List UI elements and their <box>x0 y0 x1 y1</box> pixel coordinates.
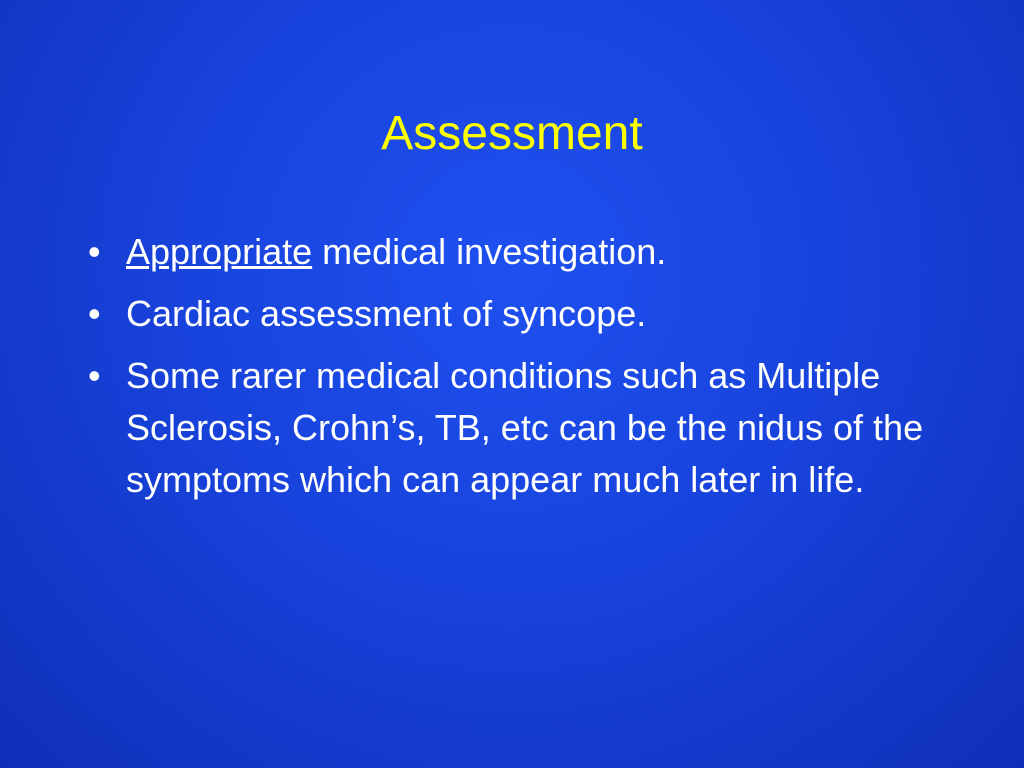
bullet-text: Some rarer medical conditions such as Multiple Sclerosis, Crohn’s, TB, etc can be the nidus of the symptoms which can appear much later in life. <box>126 355 924 500</box>
bullet-text: Cardiac assessment of syncope. <box>126 293 647 334</box>
bullet-item <box>88 226 968 278</box>
bullet-text: medical investigation. <box>312 231 667 272</box>
bullet-item <box>88 350 968 506</box>
bullet-marker: • <box>88 231 101 272</box>
bullet-list <box>88 226 968 516</box>
bullet-marker: • <box>88 293 101 334</box>
bullet-item <box>88 288 968 340</box>
bullet-emphasis-link[interactable]: Appropriate <box>126 231 313 272</box>
bullet-marker: • <box>88 355 101 396</box>
slide-title: Assessment <box>381 107 643 160</box>
